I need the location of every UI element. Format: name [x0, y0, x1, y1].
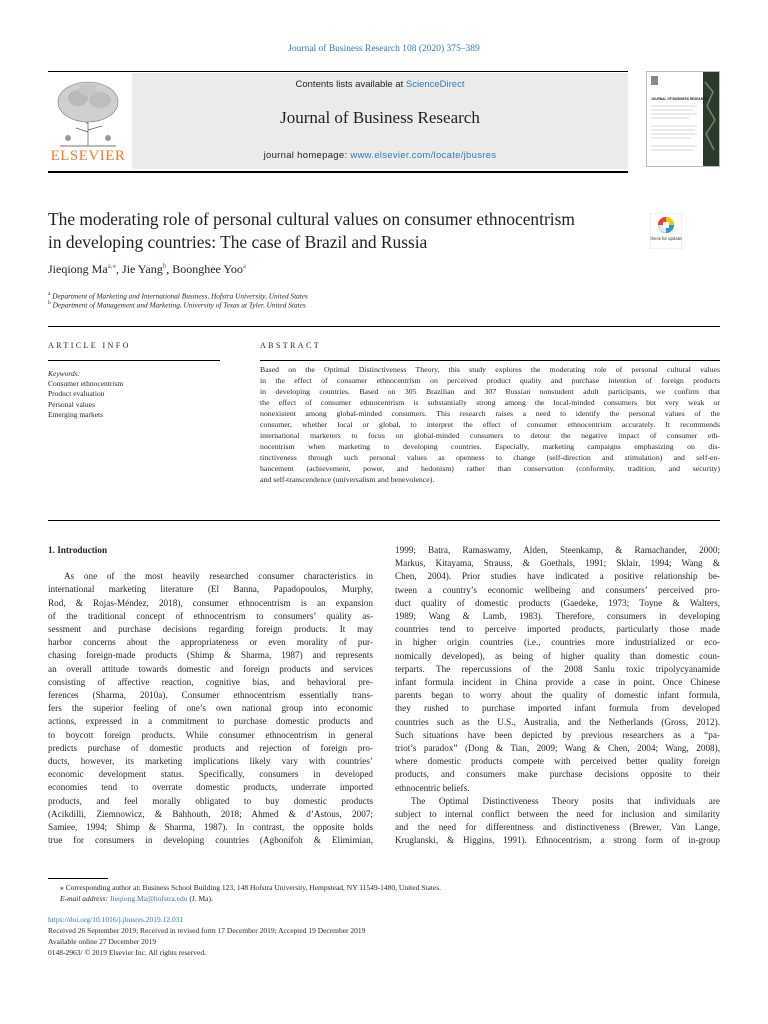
- abstract-body: [260, 364, 720, 485]
- body-text-line: true for consumers in developing countries (Agbonifoh & Elimimian,: [48, 835, 373, 846]
- body-text-line: and the need for differentness and distinctiveness (Brewer, Van Lange,: [395, 822, 720, 833]
- author-name: Jieqiong Ma: [48, 262, 108, 276]
- body-text-line: economic development status. Specifically, consumers in developed: [48, 769, 373, 780]
- keyword-item: Emerging markets: [48, 409, 104, 419]
- author-list: [48, 262, 246, 277]
- abstract-bottom-rule: [48, 520, 720, 521]
- body-text-line: sessment and purchase decisions regarding foreign products. It may: [48, 624, 373, 635]
- affiliation-text: Department of Management and Marketing, University of Texas at Tyler, United States: [52, 300, 306, 310]
- footnote-line: [48, 882, 441, 893]
- author-separator: ,: [116, 262, 123, 276]
- abstract-line: nocentrism when marketing to developing countries. Especially, marketing campaigns emphasizing on dis-: [260, 442, 720, 451]
- elsevier-tree-logo-icon: [48, 74, 128, 154]
- body-text-line: products, and consumers make purchase decisions opposite to their: [395, 769, 720, 780]
- journal-cover-icon: [647, 72, 719, 166]
- body-text-line: in higher origin countries (i.e., countries more industrialized or eco-: [395, 637, 720, 648]
- crossmark-icon: [650, 213, 682, 249]
- abstract-line: in the effect of consumer ethnocentrism on perceived product quality and purchase intention of foreign products: [260, 376, 720, 385]
- doi-link[interactable]: https://doi.org/10.1016/j.jbusres.2019.12.031: [48, 915, 184, 924]
- body-text-line: infant formula incident in China provide a case in point. Once Chinese: [395, 677, 720, 688]
- author-affiliation-marker[interactable]: b: [162, 262, 167, 270]
- journal-cover-thumbnail: [646, 71, 720, 167]
- abstract-line: nonexistent among global-minded consumers. This research raises a need to identify the personal values of the: [260, 409, 720, 418]
- footnote-text: Corresponding author at: Business School Building 123, 148 Hofstra University, Hempstead, NY 11549-1480, United States.: [63, 883, 442, 892]
- body-column-left: [48, 544, 373, 847]
- crossmark-label: Check for updates: [650, 236, 682, 241]
- abstract-line: Based on the Optimal Distinctiveness Theory, this study explores the moderating role of personal cultural values: [260, 365, 720, 374]
- body-text-line: of the traditional concept of ethnocentrism to consumers’ quality as-: [48, 610, 373, 621]
- body-text-line: duct quality of domestic products (Gaedeke, 1973; Toyne & Walters,: [395, 597, 720, 608]
- article-info-rule: [48, 360, 220, 361]
- journal-title: Journal of Business Research: [280, 108, 480, 127]
- abstract-line: the effect of consumer ethnocentrism is substantially strong among the local-minded consumers but very weak or: [260, 398, 720, 407]
- body-text-line: consisting of affective reaction, cognitive bias, and behavioral pre-: [48, 676, 373, 687]
- keyword-item: Personal values: [48, 399, 95, 409]
- body-text-line: chasing foreign-made products (Shimp & Sharma, 1987) and represents: [48, 650, 373, 661]
- body-text-line: ethnocentric beliefs.: [395, 782, 470, 793]
- homepage-prefix: journal homepage:: [263, 150, 351, 161]
- corresponding-author-footnote: [48, 882, 441, 904]
- author-separator: ,: [166, 262, 173, 276]
- available-online-date: Available online 27 December 2019: [48, 937, 157, 946]
- journal-homepage-line: [132, 150, 628, 161]
- body-text-line: Markus, Kitayama, Strauss, & Goethals, 1991; Sklair, 1994; Wang &: [395, 558, 720, 569]
- keywords-block: [48, 369, 123, 420]
- keywords-label: Keywords:: [48, 369, 81, 378]
- sciencedirect-link[interactable]: ScienceDirect: [405, 79, 465, 90]
- email-label: E-mail address:: [60, 894, 110, 903]
- affiliation-a: [48, 291, 308, 300]
- footnote-rule: [48, 878, 108, 879]
- author-email-link[interactable]: Jieqiong.Ma@hofstra.edu: [109, 894, 188, 903]
- journal-homepage-link[interactable]: www.elsevier.com/locate/jbusres: [350, 150, 497, 161]
- abstract-line: tinctiveness through such personal values as openness to change (self-direction and stimulation) and self-en-: [260, 453, 720, 462]
- affiliation-text: Department of Marketing and International Business, Hofstra University, United States: [52, 291, 308, 301]
- body-text-line: parents began to worry about the quality of domestic infant formula,: [395, 690, 720, 701]
- footnote-email-line: [48, 893, 441, 904]
- article-info-top-rule: [48, 326, 720, 327]
- publication-metadata: [48, 914, 365, 958]
- body-text-line: countries such as the U.S., Australia, and the Netherlands (Gross, 2012).: [395, 716, 720, 727]
- body-text-line: 1989; Wang & Lamb, 1983). Therefore, consumers in developing: [395, 611, 720, 622]
- body-text-line: ducts, however, its marketing implications likely vary with countries’: [48, 756, 373, 767]
- body-text-line: they rushed to purchase imported infant formula from developed: [395, 703, 720, 714]
- article-title-line-1: The moderating role of personal cultural values on consumer ethnocentrism: [48, 209, 575, 229]
- affiliation-marker: b: [48, 300, 51, 306]
- journal-reference-link[interactable]: Journal of Business Research 108 (2020) 375–389: [288, 44, 480, 54]
- body-text-line: 1999; Batra, Ramaswamy, Alden, Steenkamp, & Ramachander, 2000;: [395, 545, 720, 555]
- body-text-line: countries tend to perceive imported products, particularly those made: [395, 624, 720, 635]
- email-suffix: (J. Ma).: [187, 894, 213, 903]
- body-text-line: economies tend to overrate domestic products, underrate imported: [48, 782, 373, 793]
- body-text-line: where domestic products compete with perceived better quality foreign: [395, 756, 720, 767]
- contents-prefix: Contents lists available at: [295, 79, 406, 90]
- introduction-paragraph-1-continued: [395, 544, 720, 795]
- body-text-line: fers the superior feeling of one’s own national group into economic: [48, 703, 373, 714]
- body-text-line: As one of the most heavily researched consumer characteristics in: [64, 571, 373, 582]
- body-text-line: Kruglanski, & Higgins, 1991). Ethnocentrism, a strong form of in-group: [395, 835, 720, 846]
- copyright-line: 0148-2963/ © 2019 Elsevier Inc. All rights reserved.: [48, 948, 206, 957]
- abstract-heading: ABSTRACT: [260, 341, 321, 350]
- affiliation-marker: a: [48, 291, 51, 297]
- body-text-line: an overall attitude towards domestic and foreign products and services: [48, 663, 373, 674]
- abstract-rule: [260, 360, 720, 361]
- abstract-line: in developing countries. Based on 305 Brazilian and 307 Russian nonstudent adult participants, we confirm that: [260, 387, 720, 396]
- abstract-line: and self-transcendence (universalism and benevolence).: [260, 475, 435, 484]
- body-text-line: international marketing literature (El Banna, Papadopoulos, Murphy,: [48, 584, 373, 595]
- abstract-line: consumer, whether local or global, to interpret the effect of consumer ethnocentrism accurately. It recommends: [260, 420, 720, 429]
- introduction-heading: 1. Introduction: [48, 545, 108, 555]
- abstract-line: hancement (achievement, power, and hedonism) rather than conservation (conformity, tradition, and security): [260, 464, 720, 473]
- body-text-line: actions, expressed in a commitment to purchase domestic products and: [48, 716, 373, 727]
- body-text-line: Samiee, 1994; Shimp & Sharma, 1987). In contrast, the opposite holds: [48, 822, 373, 833]
- body-text-line: nomically developed), as being of higher quality than domestic coun-: [395, 650, 720, 661]
- article-title-line-2: in developing countries: The case of Brazil and Russia: [48, 232, 428, 252]
- contents-availability-line: [132, 79, 628, 90]
- author-affiliation-marker[interactable]: a,⁎: [107, 262, 117, 270]
- cover-title-text: JOURNAL OF BUSINESS RESEARCH: [651, 97, 708, 101]
- introduction-paragraph-2: [395, 795, 720, 848]
- body-text-line: Such situations have been depicted by previous researchers as a “pa-: [395, 729, 720, 740]
- introduction-paragraph-1: [48, 570, 373, 847]
- article-title: [48, 208, 638, 254]
- publisher-wordmark: ELSEVIER: [50, 148, 126, 164]
- keyword-item: Product evaluation: [48, 389, 105, 399]
- body-text-line: ferences (Sharma, 2010a). Consumer ethnocentrism essentially trans-: [48, 690, 373, 701]
- body-text-line: terparts. The repercussions of the 2008 Sanlu toxic tripolycyanamide: [395, 663, 720, 674]
- body-text-line: Chen, 2004). Prior studies have indicated a positive relationship be-: [395, 571, 720, 582]
- body-text-line: predicts purchase of domestic products and rejection of foreign pro-: [48, 742, 373, 753]
- body-text-line: The Optimal Distinctiveness Theory posits that individuals are: [411, 795, 720, 806]
- check-for-updates-button[interactable]: [650, 213, 682, 249]
- body-text-line: products, and feel morally obligated to buy domestic products: [48, 795, 373, 806]
- body-text-line: Rod, & Rojas-Méndez, 2018), consumer ethnocentrism is an expansion: [48, 597, 373, 608]
- article-info-heading: ARTICLE INFO: [48, 341, 131, 350]
- author-affiliation-marker[interactable]: a: [242, 262, 247, 270]
- body-text-line: tween a country’s economic wellbeing and consumers’ perceived pro-: [395, 584, 720, 595]
- header-top-rule: [48, 71, 628, 72]
- keyword-item: Consumer ethnocentrism: [48, 379, 124, 389]
- body-column-right: [395, 544, 720, 848]
- body-text-line: triot’s paradox” (Dong & Tian, 2009; Wang & Chen, 2004; Wang, 2008),: [395, 743, 720, 754]
- body-text-line: subject to internal conflict between the need for inclusion and similarity: [395, 809, 720, 820]
- header-bottom-rule: [48, 171, 628, 173]
- author-name: Jie Yang: [122, 262, 163, 276]
- author-name: Boonghee Yoo: [172, 262, 243, 276]
- abstract-line: international marketers to focus on global-minded consumers to detour the negative impact of consumer eth-: [260, 431, 720, 440]
- affiliation-b: [48, 300, 306, 309]
- body-text-line: to boycott foreign products. While consumer ethnocentrism in general: [48, 729, 373, 740]
- body-text-line: (Acikdilli, Ziemnowicz, & Bahhouth, 2018; Ahmed & d’Astous, 2007;: [48, 808, 373, 819]
- received-dates: Received 26 September 2019; Received in revised form 17 December 2019; Accepted 19 December 2019: [48, 926, 366, 935]
- body-text-line: harbor concerns about the appropriateness or even morality of pur-: [48, 637, 373, 648]
- footnote-mark: ⁎: [60, 883, 64, 892]
